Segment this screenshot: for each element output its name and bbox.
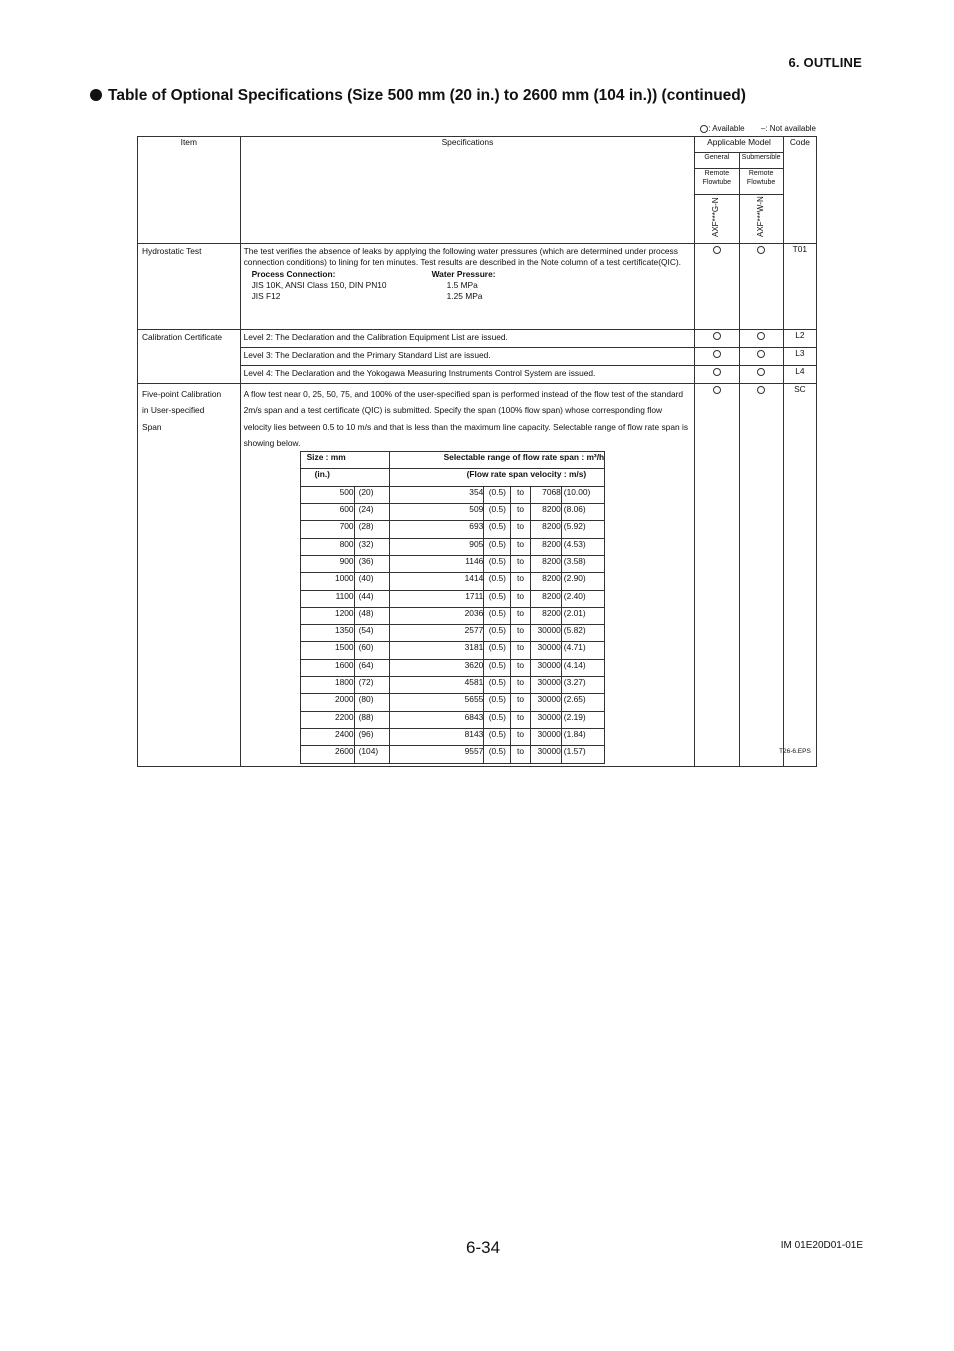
range-cell-mm: 1350 [300,625,354,642]
range-row [300,746,605,763]
calibration-item: Calibration Certificate [142,332,223,342]
range-cell-to: to [511,677,530,694]
range-cell-max: 8200 [530,607,561,624]
water-pressure-2: 1.25 MPa [446,291,483,302]
hydrostatic-item: Hydrostatic Test [142,246,202,256]
range-header-row [300,452,605,469]
range-cell-in: (36) [354,555,389,572]
available-circle-icon [713,246,721,254]
range-cell-to: to [511,504,530,521]
header-specifications: Specifications [240,137,695,244]
range-cell-to: to [511,486,530,503]
range-row [300,538,605,555]
calibration-level4-submersible [739,366,783,384]
range-cell-min: 3620 [389,659,484,676]
range-row [300,504,605,521]
available-circle-icon [713,368,721,376]
range-cell-to: to [511,555,530,572]
range-row [300,677,605,694]
range-row [300,728,605,745]
hydrostatic-code: T01 [783,244,816,330]
range-cell-max: 8200 [530,590,561,607]
range-cell-max: 30000 [530,746,561,763]
range-cell-in: (54) [354,625,389,642]
range-cell-in: (104) [354,746,389,763]
header-code: Code [783,137,816,244]
five-point-code: SC [783,384,816,767]
range-cell-in: (88) [354,711,389,728]
range-header-size: Size : mm [300,452,389,469]
five-point-description: A flow test near 0, 25, 50, 75, and 100% of the user-specified span is performed instead of the flow test of the standard 2m/s span and a test certificate (QIC) is submitted. Specify the span (100% flow span) whose corresponding flow velocity lies between 0.5 to 10 m/s and that is less than the maximum line capacity. Selectable range of flow rate span is showing below. [243,389,689,448]
range-cell-min: 3181 [389,642,484,659]
range-row [300,555,605,572]
available-circle-icon [757,350,765,358]
range-cell-vmax: (2.19) [561,711,604,728]
range-cell-in: (24) [354,504,389,521]
range-cell-min: 2577 [389,625,484,642]
hydrostatic-submersible-availability [739,244,783,330]
calibration-level3-code: L3 [783,348,816,366]
range-row [300,625,605,642]
range-cell-min: 2036 [389,607,484,624]
range-cell-vmin: (0.5) [484,728,511,745]
hydrostatic-spec [241,244,695,305]
range-cell-mm: 1100 [300,590,354,607]
range-cell-in: (28) [354,521,389,538]
range-cell-vmax: (5.82) [561,625,604,642]
range-cell-in: (44) [354,590,389,607]
calibration-level2-text: Level 2: The Declaration and the Calibration Equipment List are issued. [243,332,508,342]
header-submersible: Submersible [739,153,783,169]
page-title [90,87,880,105]
water-pressure-header: Water Pressure: [431,268,496,279]
range-cell-vmin: (0.5) [484,694,511,711]
process-connection-2: JIS F12 [251,291,281,302]
hydrostatic-general-availability [695,244,739,330]
calibration-level2-submersible [739,330,783,348]
legend-not-available: –: Not available [760,124,816,133]
hydrostatic-spec-cell [240,244,695,330]
range-cell-min: 1711 [389,590,484,607]
figure-id: T26-6.EPS [779,748,811,755]
range-cell-vmax: (3.58) [561,555,604,572]
document-id: IM 01E20D01-01E [780,1240,863,1251]
calibration-level3-general [695,348,739,366]
range-cell-max: 7068 [530,486,561,503]
range-cell-vmax: (8.06) [561,504,604,521]
range-row [300,711,605,728]
range-cell-vmax: (2.65) [561,694,604,711]
calibration-level2-spec [240,330,695,348]
range-cell-in: (72) [354,677,389,694]
range-cell-min: 905 [389,538,484,555]
range-cell-mm: 2600 [300,746,354,763]
range-cell-vmax: (2.90) [561,573,604,590]
range-cell-vmin: (0.5) [484,555,511,572]
calibration-level2-general [695,330,739,348]
range-cell-max: 30000 [530,694,561,711]
header-applicable-model: Applicable Model [695,137,784,153]
range-row [300,486,605,503]
calibration-level3-submersible [739,348,783,366]
calibration-level4-spec [240,366,695,384]
header-remote-flowtube-submersible: Remote Flowtube [739,169,783,195]
range-cell-vmin: (0.5) [484,573,511,590]
range-cell-to: to [511,590,530,607]
header-model-g-cell [695,195,739,244]
range-cell-vmax: (10.00) [561,486,604,503]
available-circle-icon [757,368,765,376]
range-cell-mm: 700 [300,521,354,538]
range-rows [300,486,605,763]
range-cell-vmax: (1.57) [561,746,604,763]
range-cell-max: 30000 [530,711,561,728]
header-remote-flowtube-general: Remote Flowtube [695,169,739,195]
five-point-spec [241,384,695,766]
hydrostatic-description: The test verifies the absence of leaks by applying the following water pressures (which are determined under process connection conditions) to lining for ten minutes. Test results are described in the Note column of a test certificate(QIC). [243,246,682,268]
range-cell-max: 8200 [530,538,561,555]
header-model-g: AXF***G-N [711,197,721,237]
range-cell-in: (64) [354,659,389,676]
range-cell-to: to [511,694,530,711]
range-cell-max: 30000 [530,728,561,745]
range-cell-min: 8143 [389,728,484,745]
range-cell-min: 1414 [389,573,484,590]
page-title-text: Table of Optional Specifications (Size 500 mm (20 in.) to 2600 mm (104 in.)) (continued) [108,87,746,104]
flow-span-range-table [300,451,606,763]
range-cell-min: 4581 [389,677,484,694]
range-cell-vmax: (2.40) [561,590,604,607]
range-cell-vmax: (2.01) [561,607,604,624]
range-cell-max: 30000 [530,677,561,694]
range-cell-vmin: (0.5) [484,677,511,694]
range-cell-vmin: (0.5) [484,625,511,642]
range-cell-mm: 2000 [300,694,354,711]
range-cell-vmin: (0.5) [484,504,511,521]
range-cell-in: (32) [354,538,389,555]
range-cell-max: 8200 [530,521,561,538]
range-cell-vmax: (1.84) [561,728,604,745]
range-cell-mm: 1500 [300,642,354,659]
range-row [300,607,605,624]
range-cell-vmin: (0.5) [484,607,511,624]
range-cell-to: to [511,625,530,642]
range-row [300,694,605,711]
range-cell-to: to [511,746,530,763]
range-cell-vmax: (5.92) [561,521,604,538]
calibration-level3-spec [240,348,695,366]
range-cell-in: (48) [354,607,389,624]
range-cell-mm: 2200 [300,711,354,728]
section-header: 6. OUTLINE [788,55,862,70]
range-cell-vmax: (4.71) [561,642,604,659]
range-cell-to: to [511,573,530,590]
process-connection-header: Process Connection: [251,268,336,279]
range-cell-mm: 1600 [300,659,354,676]
range-cell-mm: 1800 [300,677,354,694]
range-row [300,659,605,676]
hydrostatic-item-cell [138,244,241,330]
range-cell-vmin: (0.5) [484,746,511,763]
range-cell-mm: 800 [300,538,354,555]
five-point-item-cell [138,384,241,767]
calibration-level4-text: Level 4: The Declaration and the Yokogawa Measuring Instruments Control System are issued. [243,368,596,378]
range-cell-min: 1146 [389,555,484,572]
range-cell-vmin: (0.5) [484,486,511,503]
range-cell-min: 9557 [389,746,484,763]
range-cell-in: (96) [354,728,389,745]
range-cell-max: 8200 [530,555,561,572]
range-cell-in: (80) [354,694,389,711]
range-cell-max: 30000 [530,642,561,659]
range-cell-vmax: (4.53) [561,538,604,555]
range-cell-vmin: (0.5) [484,521,511,538]
range-cell-min: 5655 [389,694,484,711]
five-point-spec-cell [240,384,695,767]
range-cell-min: 509 [389,504,484,521]
available-circle-icon [713,332,721,340]
calibration-level4-general [695,366,739,384]
range-cell-vmax: (3.27) [561,677,604,694]
range-cell-min: 6843 [389,711,484,728]
five-point-general-availability [695,384,739,767]
five-point-submersible-availability [739,384,783,767]
range-cell-mm: 600 [300,504,354,521]
range-cell-vmin: (0.5) [484,590,511,607]
range-cell-vmin: (0.5) [484,711,511,728]
range-subheader-row [300,469,605,486]
availability-legend [600,124,816,133]
calibration-item-cell [138,330,241,384]
process-connection-1: JIS 10K, ANSI Class 150, DIN PN10 [251,280,387,291]
calibration-level2-code: L2 [783,330,816,348]
range-cell-in: (40) [354,573,389,590]
header-item: Item [138,137,241,244]
available-circle-icon [757,246,765,254]
range-cell-max: 30000 [530,659,561,676]
header-model-w-cell [739,195,783,244]
range-cell-vmin: (0.5) [484,538,511,555]
range-cell-to: to [511,728,530,745]
legend-available-label: : Available [708,124,745,133]
range-row [300,521,605,538]
range-cell-mm: 900 [300,555,354,572]
range-cell-mm: 1000 [300,573,354,590]
header-general: General [695,153,739,169]
range-cell-in: (60) [354,642,389,659]
range-header-velocity: (Flow rate span velocity : m/s) [389,469,605,486]
calibration-level3-text: Level 3: The Declaration and the Primary Standard List are issued. [243,350,491,360]
range-cell-min: 354 [389,486,484,503]
range-header-range: Selectable range of flow rate span : m³/h [389,452,605,469]
range-cell-to: to [511,659,530,676]
range-row [300,573,605,590]
available-circle-icon [757,386,765,394]
range-cell-vmax: (4.14) [561,659,604,676]
range-cell-max: 8200 [530,504,561,521]
range-cell-to: to [511,521,530,538]
five-point-item: Five-point Calibration in User-specified Span [142,389,222,432]
calibration-level4-code: L4 [783,366,816,384]
hydrostatic-pressure-list [252,269,692,303]
available-circle-icon [713,350,721,358]
range-cell-mm: 1200 [300,607,354,624]
header-model-w: AXF***W-N [755,196,765,238]
range-cell-in: (20) [354,486,389,503]
range-cell-to: to [511,538,530,555]
range-cell-to: to [511,711,530,728]
range-header-in: (in.) [300,469,389,486]
range-cell-max: 8200 [530,573,561,590]
legend-available [700,124,744,133]
water-pressure-1: 1.5 MPa [446,280,478,291]
bullet-icon [90,89,102,101]
range-cell-max: 30000 [530,625,561,642]
available-circle-icon [757,332,765,340]
range-row [300,642,605,659]
range-cell-vmin: (0.5) [484,659,511,676]
range-cell-to: to [511,607,530,624]
range-row [300,590,605,607]
range-cell-vmin: (0.5) [484,642,511,659]
optional-specifications-table [137,136,817,767]
range-cell-mm: 500 [300,486,354,503]
page-number: 6-34 [466,1238,501,1257]
range-cell-min: 693 [389,521,484,538]
available-circle-icon [713,386,721,394]
range-cell-to: to [511,642,530,659]
range-cell-mm: 2400 [300,728,354,745]
